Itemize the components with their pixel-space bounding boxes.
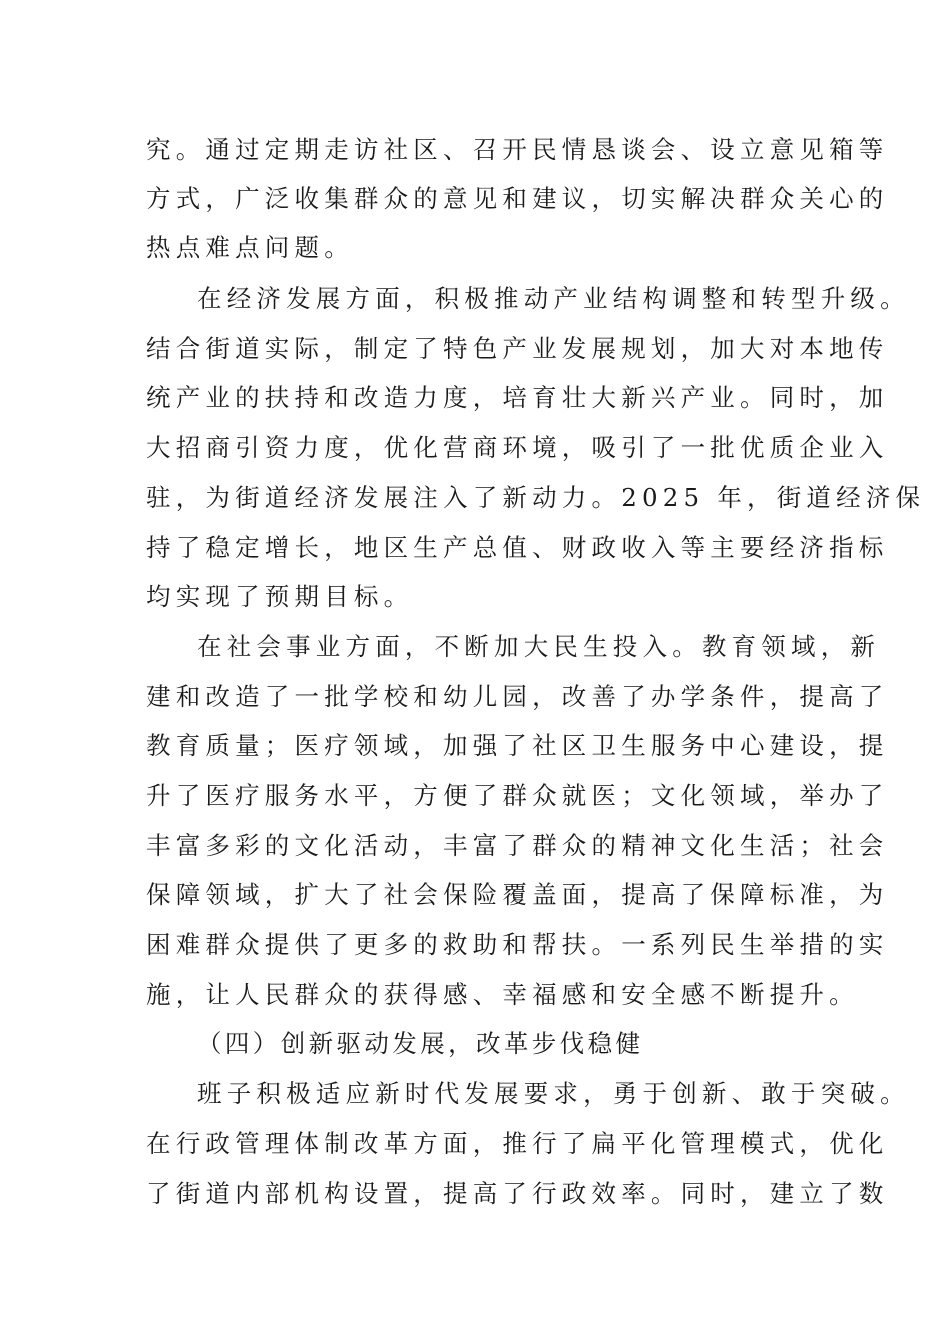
text-line: 在行政管理体制改革方面，推行了扁平化管理模式，优化 — [146, 1129, 889, 1158]
text-line: 统产业的扶持和改造力度，培育壮大新兴产业。同时，加 — [146, 383, 889, 412]
text-line: 均实现了预期目标。 — [146, 582, 414, 611]
paragraph-start-line: 在社会事业方面，不断加大民生投入。教育领域，新 — [197, 632, 881, 661]
text-line: 升了医疗服务水平，方便了群众就医；文化领域，举办了 — [146, 781, 889, 810]
text-line: 驻，为街道经济发展注入了新动力。2025 年，街道经济保 — [146, 483, 926, 512]
text-line: 保障领域，扩大了社会保险覆盖面，提高了保障标准，为 — [146, 880, 889, 909]
text-line: 持了稳定增长，地区生产总值、财政收入等主要经济指标 — [146, 533, 889, 562]
text-line: 大招商引资力度，优化营商环境，吸引了一批优质企业入 — [146, 433, 889, 462]
paragraph-start-line: 在经济发展方面，积极推动产业结构调整和转型升级。 — [197, 284, 910, 313]
text-line: 究。通过定期走访社区、召开民情恳谈会、设立意见箱等 — [146, 135, 889, 164]
text-line: 建和改造了一批学校和幼儿园，改善了办学条件，提高了 — [146, 682, 889, 711]
section-heading: （四）创新驱动发展，改革步伐稳健 — [197, 1029, 644, 1058]
text-line: 困难群众提供了更多的救助和帮扶。一系列民生举措的实 — [146, 930, 889, 959]
text-line: 教育质量；医疗领域，加强了社区卫生服务中心建设，提 — [146, 731, 889, 760]
text-line: 施，让人民群众的获得感、幸福感和安全感不断提升。 — [146, 980, 859, 1009]
text-line: 了街道内部机构设置，提高了行政效率。同时，建立了数 — [146, 1179, 889, 1208]
text-line: 热点难点问题。 — [146, 233, 354, 262]
text-line: 方式，广泛收集群众的意见和建议，切实解决群众关心的 — [146, 184, 889, 213]
text-line: 结合街道实际，制定了特色产业发展规划，加大对本地传 — [146, 334, 889, 363]
paragraph-start-line: 班子积极适应新时代发展要求，勇于创新、敢于突破。 — [197, 1079, 910, 1108]
text-line: 丰富多彩的文化活动，丰富了群众的精神文化生活；社会 — [146, 831, 889, 860]
